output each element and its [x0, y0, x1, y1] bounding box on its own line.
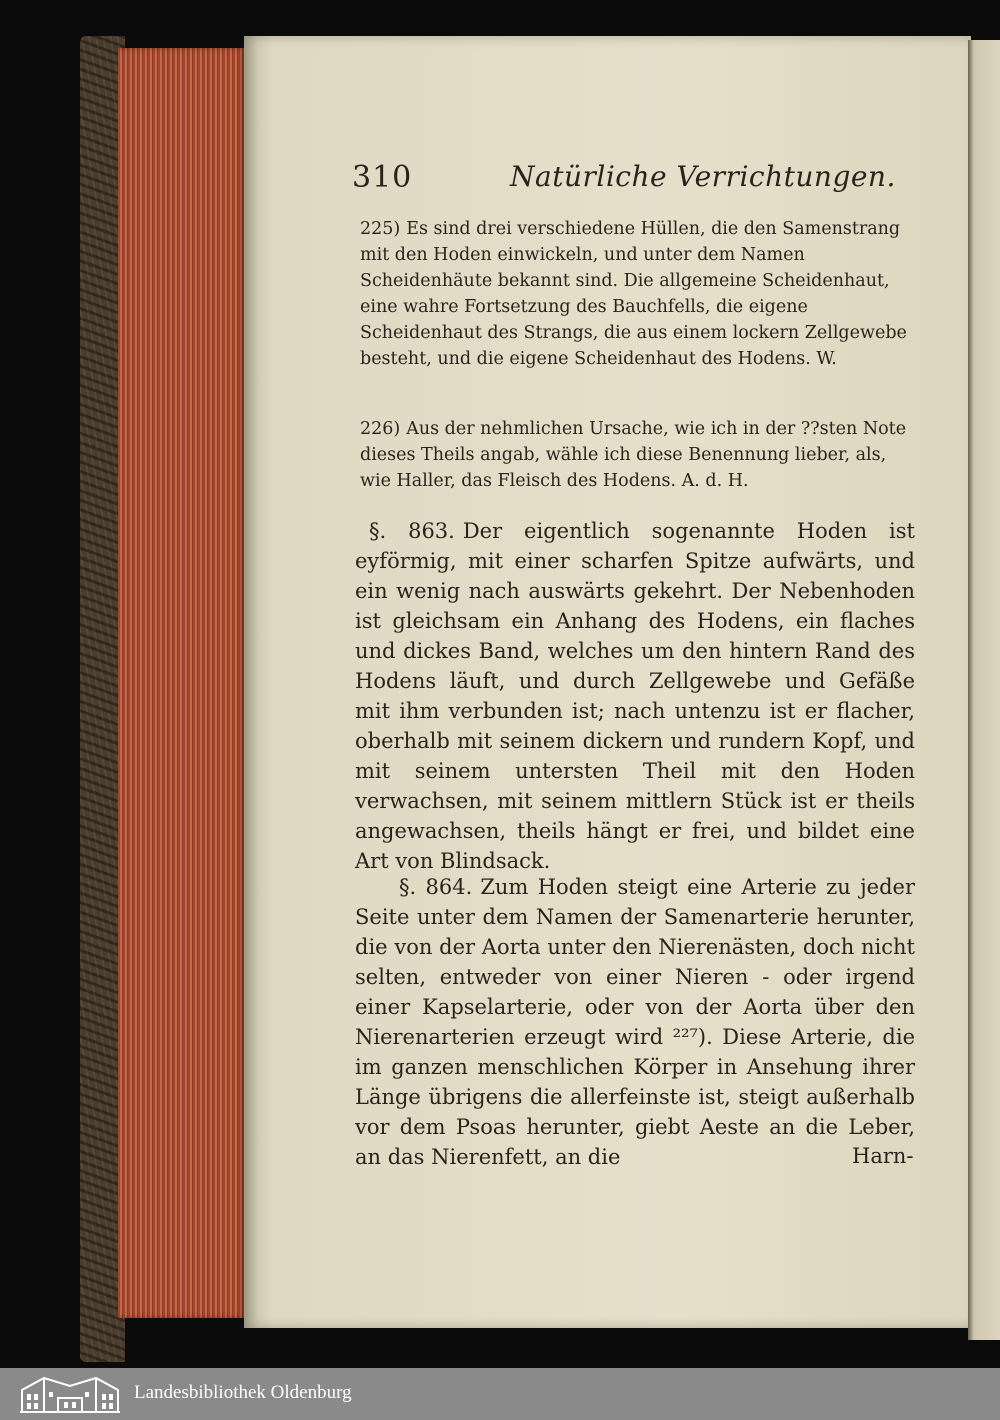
paragraph-864	[355, 872, 915, 1172]
page-number: 310	[352, 160, 413, 195]
section-number: §. 863.	[369, 519, 455, 543]
catchword: Harn-	[852, 1144, 914, 1168]
footnote-number: 226)	[360, 419, 401, 439]
footnote-number: 225)	[360, 219, 401, 239]
library-name: Landesbibliothek Oldenburg	[134, 1382, 352, 1403]
facing-page-edge	[968, 40, 1000, 1340]
paragraph-863	[355, 516, 915, 876]
footnote-226	[360, 416, 920, 494]
paragraph-text: Zum Hoden steigt eine Arterie zu jeder Seite unter dem Namen der Samenarterie herunter, die von der Aorta unter den Nierenästen, doch nicht selten, entweder von einer Nieren - oder irgend einer Kapselarterie, oder von der Aorta über den Nierenarterien erzeugt wird ²²⁷). Diese Arterie, die im ganzen menschlichen Körper in Ansehung ihrer Länge übrigens die allerfeinste ist, steigt außerhalb vor dem Psoas herunter, giebt Aeste an die Leber, an das Nierenfett, an die	[355, 875, 915, 1169]
paragraph-text: Der eigentlich sogenannte Hoden ist eyförmig, mit einer scharfen Spitze aufwärts, und ein wenig nach auswärts gekehrt. Der Nebenhoden ist gleichsam ein Anhang des Hodens, ein flaches und dickes Band, welches um den hintern Rand des Hodens läuft, und durch Zellgewebe und Gefäße mit ihm verbunden ist; nach untenzu ist er flacher, oberhalb mit seinem dickern und rundern Kopf, und mit seinem untersten Theil mit den Hoden verwachsen, mit seinem mittlern Stück ist er theils angewachsen, theils hängt er frei, und bildet eine Art von Blindsack.	[355, 519, 915, 873]
footnote-text: Aus der nehmlichen Ursache, wie ich in der ??sten Note dieses Theils angab, wähle ich diese Benennung lieber, als, wie Haller, das Fleisch des Hodens. A. d. H.	[360, 419, 907, 491]
page-edge	[118, 48, 246, 1318]
section-number: §. 864.	[399, 875, 473, 899]
footnote-text: Es sind drei verschiedene Hüllen, die den Samenstrang mit den Hoden einwickeln, und unter dem Namen Scheidenhäute bekannt sind. Die allgemeine Scheidenhaut, eine wahre Fortsetzung des Bauchfells, die eigene Scheidenhaut des Strangs, die aus einem lockern Zellgewebe besteht, und die eigene Scheidenhaut des Hodens. W.	[360, 219, 907, 369]
running-head: Natürliche Verrichtungen.	[510, 160, 896, 193]
footnote-225	[360, 216, 920, 372]
library-building-icon	[18, 1372, 122, 1416]
